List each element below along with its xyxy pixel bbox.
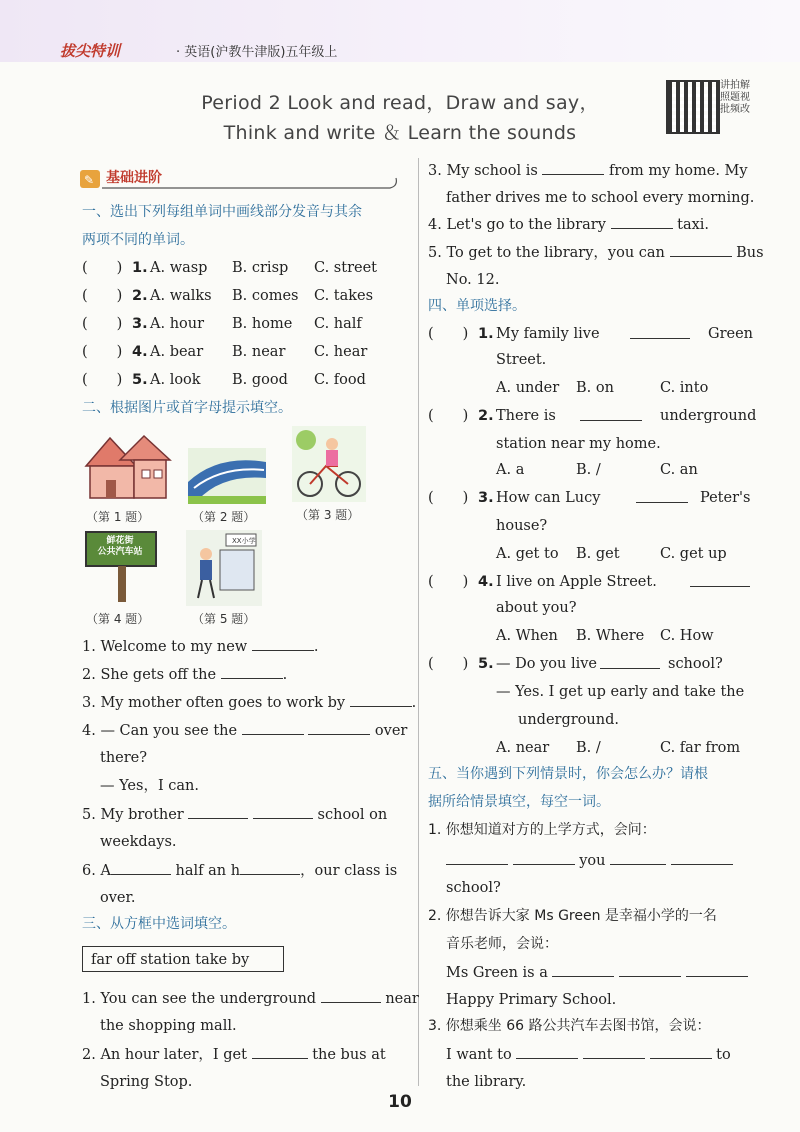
part5-q3-cont: the library.: [446, 1074, 527, 1090]
question-text: 3. My mother often goes to work by: [82, 695, 346, 711]
option-c: C. How: [660, 628, 714, 644]
answer-paren[interactable]: ( ): [82, 260, 123, 276]
qr-code[interactable]: [666, 80, 720, 134]
question-text: 2. She gets off the: [82, 667, 217, 683]
part3-q2-cont: Spring Stop.: [100, 1074, 193, 1090]
part3-q2: [82, 1044, 386, 1065]
option-a: A. a: [496, 462, 525, 478]
answer-blank[interactable]: [516, 1044, 578, 1059]
option-b: B. get: [576, 546, 620, 562]
part2-heading: 二、根据图片或首字母提示填空。: [82, 400, 292, 416]
question-text: 5. My brother: [82, 807, 184, 823]
answer-blank[interactable]: [650, 1044, 712, 1059]
option-c: C. takes: [314, 288, 374, 304]
question-text: I live on Apple Street.: [496, 574, 657, 590]
part2-q2: 2. She gets off the .: [82, 664, 287, 685]
answer-blank[interactable]: [321, 988, 381, 1003]
option-c: C. street: [314, 260, 377, 276]
answer-paren[interactable]: ( ): [428, 490, 469, 506]
answer-blank[interactable]: [670, 242, 732, 257]
page-number: 10: [388, 1092, 412, 1112]
part3-q3: [428, 160, 748, 181]
answer-paren[interactable]: ( ): [82, 372, 123, 388]
part2-q5: [82, 804, 387, 825]
option-c: C. into: [660, 380, 709, 396]
question-number: 1.: [132, 260, 148, 276]
answer-blank[interactable]: [242, 720, 304, 735]
option-b: B. comes: [232, 288, 299, 304]
answer-blank[interactable]: [188, 804, 248, 819]
part2-q4-reply: — Yes，I can.: [100, 778, 199, 794]
answer-paren[interactable]: ( ): [82, 288, 123, 304]
caption-q3: （第 3 题）: [296, 508, 360, 522]
answer-paren[interactable]: ( ): [428, 326, 469, 342]
question-text: 4. Let's go to the library: [428, 217, 606, 233]
option-a: A. walks: [150, 288, 212, 304]
part5-q2-cont: 音乐老师，会说：: [446, 936, 558, 952]
part5-heading: 五、当你遇到下列情景时，你会怎么办？请根: [428, 766, 708, 782]
qr-caption: 讲拍解照题视批频改: [720, 80, 750, 115]
answer-blank[interactable]: [690, 572, 750, 587]
school-picture: [186, 530, 262, 606]
page-title-line2: Think and write ＆ Learn the sounds: [223, 122, 577, 144]
option-c: C. get up: [660, 546, 727, 562]
option-a: A. wasp: [150, 260, 208, 276]
part3-q4: [428, 214, 709, 235]
question-text: Street.: [496, 352, 547, 368]
question-number: 3.: [478, 490, 494, 506]
answer-paren[interactable]: ( ): [428, 408, 469, 424]
question-text: My family live: [496, 326, 600, 342]
question-text: 3. My school is: [428, 163, 538, 179]
question-text: — Do you live: [496, 656, 597, 672]
option-b: B. good: [232, 372, 288, 388]
bus-stop-sign-text: 鲜花街 公共汽车站: [97, 536, 143, 557]
section-banner-label: 基础进阶: [106, 170, 162, 186]
page-title-line1: Period 2 Look and read，Draw and say，: [201, 92, 599, 114]
part4-heading: 四、单项选择。: [428, 298, 526, 314]
part2-q4: [82, 720, 407, 741]
part5-heading-cont: 据所给情景填空，每空一词。: [428, 794, 610, 810]
svg-text:XX小学: XX小学: [232, 537, 256, 545]
part3-q1-cont: the shopping mall.: [100, 1018, 237, 1034]
answer-blank[interactable]: [630, 324, 690, 339]
question-number: 5.: [132, 372, 148, 388]
option-a: A. under: [496, 380, 560, 396]
question-text: the bus at: [312, 1047, 386, 1063]
option-b: B. home: [232, 316, 293, 332]
train-picture: [188, 448, 266, 504]
option-a: A. near: [496, 740, 550, 756]
answer-blank[interactable]: [619, 962, 681, 977]
answer-blank[interactable]: [253, 804, 313, 819]
answer-blank[interactable]: [611, 214, 673, 229]
question-text: ，our class is: [300, 863, 398, 879]
option-c: C. food: [314, 372, 366, 388]
question-text: Green: [708, 326, 754, 342]
bicycle-picture: [292, 426, 366, 502]
option-a: A. get to: [496, 546, 559, 562]
option-b: B. /: [576, 462, 601, 478]
answer-blank[interactable]: [686, 962, 748, 977]
question-number: 2.: [478, 408, 494, 424]
question-text: about you?: [496, 600, 577, 616]
option-a: A. look: [150, 372, 201, 388]
question-text: half an h: [175, 863, 241, 879]
answer-blank[interactable]: [636, 488, 688, 503]
option-b: B. Where: [576, 628, 645, 644]
column-divider: [418, 158, 419, 1086]
question-number: 3.: [132, 316, 148, 332]
question-text: underground.: [518, 712, 619, 728]
question-text: station near my home.: [496, 436, 661, 452]
question-text: you: [579, 853, 606, 869]
option-b: B. near: [232, 344, 286, 360]
answer-blank[interactable]: [513, 850, 575, 865]
question-text: to: [716, 1047, 731, 1063]
book-title: · 英语(沪教牛津版)五年级上: [176, 45, 338, 60]
part5-q1-cont: school?: [446, 880, 501, 896]
question-text: 5. To get to the library，you can: [428, 245, 665, 261]
word-bank-box: far off station take by: [82, 946, 284, 972]
question-text: — Yes. I get up early and take the: [496, 684, 745, 700]
question-number: 4.: [478, 574, 494, 590]
part5-q1: 1. 你想知道对方的上学方式，会问：: [428, 822, 656, 838]
question-text: I want to: [446, 1047, 512, 1063]
answer-paren[interactable]: ( ): [428, 574, 469, 590]
part3-heading: 三、从方框中选词填空。: [82, 916, 236, 932]
question-text: 2. An hour later，I get: [82, 1047, 247, 1063]
answer-blank[interactable]: [221, 664, 283, 679]
part5-q2: 2. 你想告诉大家 Ms Green 是幸福小学的一名: [428, 908, 717, 924]
question-text: school on: [317, 807, 388, 823]
part3-q3-cont: father drives me to school every morning.: [446, 190, 755, 206]
question-text: school?: [668, 656, 723, 672]
answer-blank[interactable]: [446, 850, 508, 865]
part2-q1: 1. Welcome to my new .: [82, 636, 318, 657]
answer-blank[interactable]: [583, 1044, 645, 1059]
caption-q4: （第 4 题）: [86, 612, 150, 626]
answer-blank[interactable]: [308, 720, 370, 735]
question-text: There is: [496, 408, 556, 424]
answer-blank[interactable]: [580, 406, 642, 421]
question-text: from my home. My: [609, 163, 748, 179]
part5-q2-answer: [446, 962, 748, 983]
part5-q1-answer: [446, 850, 733, 871]
caption-q2: （第 2 题）: [192, 510, 256, 524]
question-text: Peter's: [700, 490, 751, 506]
answer-blank[interactable]: [542, 160, 604, 175]
option-c: C. half: [314, 316, 362, 332]
question-text: 1. Welcome to my new: [82, 639, 248, 655]
answer-blank[interactable]: [552, 962, 614, 977]
question-text: Ms Green is a: [446, 965, 548, 981]
answer-blank[interactable]: [252, 1044, 308, 1059]
option-a: A. hour: [150, 316, 205, 332]
question-text: taxi.: [677, 217, 710, 233]
question-text: 1. You can see the underground: [82, 991, 317, 1007]
answer-paren[interactable]: ( ): [82, 344, 123, 360]
part1-heading-cont: 两项不同的单词。: [82, 232, 194, 248]
option-a: A. When: [496, 628, 558, 644]
question-text: Bus: [736, 245, 764, 261]
part5-q3-answer: [446, 1044, 731, 1065]
caption-q5: （第 5 题）: [192, 612, 256, 626]
part5-q3: 3. 你想乘坐 66 路公共汽车去图书馆，会说：: [428, 1018, 711, 1034]
answer-blank[interactable]: [610, 850, 666, 865]
svg-text:✎: ✎: [84, 173, 95, 187]
part2-q6-cont: over.: [100, 890, 136, 906]
house-picture: [80, 432, 172, 502]
answer-paren[interactable]: ( ): [428, 656, 469, 672]
part2-q3: 3. My mother often goes to work by .: [82, 692, 416, 713]
answer-blank[interactable]: [240, 860, 300, 875]
option-b: B. crisp: [232, 260, 289, 276]
part3-q5-cont: No. 12.: [446, 272, 500, 288]
answer-blank[interactable]: [111, 860, 171, 875]
caption-q1: （第 1 题）: [86, 510, 150, 524]
question-text: underground: [660, 408, 757, 424]
question-number: 1.: [478, 326, 494, 342]
option-a: A. bear: [150, 344, 204, 360]
question-number: 2.: [132, 288, 148, 304]
answer-paren[interactable]: ( ): [82, 316, 123, 332]
answer-blank[interactable]: [600, 654, 660, 669]
option-c: C. hear: [314, 344, 368, 360]
question-text: over: [374, 723, 408, 739]
part2-q4-cont: there?: [100, 750, 148, 766]
answer-blank[interactable]: [671, 850, 733, 865]
option-c: C. an: [660, 462, 698, 478]
part3-q5: [428, 242, 764, 263]
option-b: B. on: [576, 380, 614, 396]
part3-q1: [82, 988, 419, 1009]
part2-q6: [82, 860, 397, 881]
question-text: 4. — Can you see the: [82, 723, 238, 739]
question-text: near: [385, 991, 419, 1007]
question-text: How can Lucy: [496, 490, 601, 506]
question-text: house?: [496, 518, 548, 534]
part5-q2-cont2: Happy Primary School.: [446, 992, 617, 1008]
book-series-badge: 拔尖特训: [60, 42, 121, 60]
answer-blank[interactable]: [252, 636, 314, 651]
option-b: B. /: [576, 740, 601, 756]
question-number: 4.: [132, 344, 148, 360]
part1-heading: 一、选出下列每组单词中画线部分发音与其余: [82, 204, 362, 220]
answer-blank[interactable]: [350, 692, 412, 707]
option-c: C. far from: [660, 740, 741, 756]
part2-q5-cont: weekdays.: [100, 834, 177, 850]
question-number: 5.: [478, 656, 494, 672]
question-text: 6. A: [82, 863, 111, 879]
